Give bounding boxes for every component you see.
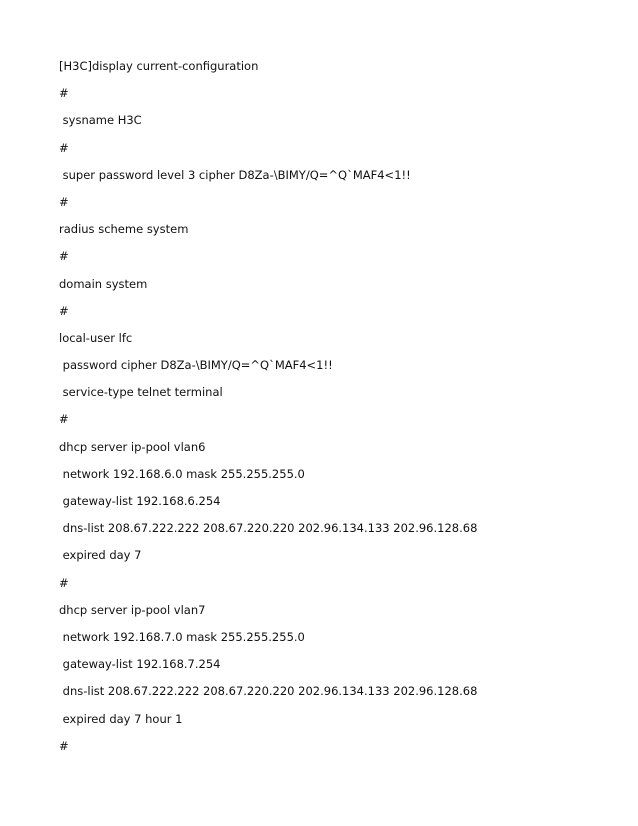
config-line: gateway-list 192.168.6.254	[59, 494, 221, 508]
config-line: expired day 7	[59, 548, 142, 563]
config-line: dns-list 208.67.222.222 208.67.220.220 202.96.134.133 202.96.128.68	[59, 521, 478, 536]
config-line: dhcp server ip-pool vlan6	[59, 439, 206, 454]
config-line: #	[59, 194, 69, 209]
config-line: #	[59, 249, 69, 264]
config-listing	[59, 59, 477, 766]
config-line: #	[59, 303, 69, 318]
config-line: #	[59, 575, 69, 590]
config-line: network 192.168.6.0 mask 255.255.255.0	[59, 466, 305, 481]
config-line: service-type telnet terminal	[59, 385, 223, 400]
config-line: #	[59, 140, 69, 155]
config-line: radius scheme system	[59, 222, 189, 237]
config-line: #	[59, 738, 69, 753]
config-line: local-user lfc	[59, 330, 133, 345]
config-line: #	[59, 412, 69, 427]
config-line: network 192.168.7.0 mask 255.255.255.0	[59, 629, 305, 644]
config-line: [H3C]display current-configuration	[59, 59, 259, 73]
config-line: #	[59, 86, 69, 101]
config-line: expired day 7 hour 1	[59, 711, 183, 726]
config-line: dns-list 208.67.222.222 208.67.220.220 202.96.134.133 202.96.128.68	[59, 684, 478, 699]
config-line: super password level 3 cipher D8Za-\BIMY/Q=^Q`MAF4<1!!	[59, 167, 411, 182]
config-line: domain system	[59, 276, 148, 291]
config-line: dhcp server ip-pool vlan7	[59, 602, 206, 617]
config-line: gateway-list 192.168.7.254	[59, 657, 221, 672]
config-line: password cipher D8Za-\BIMY/Q=^Q`MAF4<1!!	[59, 358, 333, 373]
config-line: sysname H3C	[59, 113, 142, 128]
